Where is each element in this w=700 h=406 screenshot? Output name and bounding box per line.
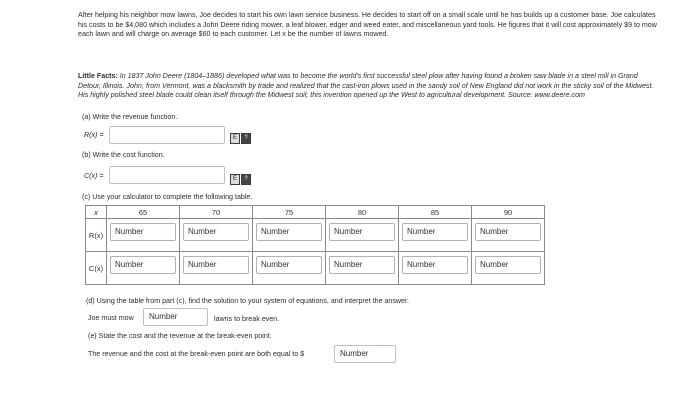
cost-cell-75 [253, 252, 326, 285]
revenue-input-75[interactable]: Number [256, 223, 322, 241]
cost-cell-85 [399, 252, 472, 285]
fun-facts-paragraph [78, 72, 660, 101]
table-row [86, 219, 545, 252]
table-header-row [86, 206, 545, 219]
revenue-row-label: R(x) [86, 219, 107, 252]
revenue-cell-80 [326, 219, 399, 252]
fun-facts-label: Little Facts: [78, 72, 118, 80]
cost-label: C(x) = [84, 172, 104, 180]
x-value-90: 90 [472, 206, 545, 219]
x-value-80: 80 [326, 206, 399, 219]
intro-text: After helping his neighbor mow lawns, Joe decides to start his own lawn service business. He decides to start off on a small scale until he has builds up a customer base. Joe calculates his costs to be $4,080 which includes a John Deere riding mower, a leaf blower, edger and weed eater, and miscellaneous yard tools. He figures that it will cost approximately $9 to mow each lawn and will charge on average $60 to each customer. Let x be the number of lawns mowed. [78, 11, 657, 39]
break-even-sentence: The revenue and the cost at the break-even point are both equal to $ [88, 350, 305, 358]
joe-must-mow-label: Joe must mow [88, 314, 134, 322]
break-even-table [85, 205, 545, 285]
cost-cell-65 [107, 252, 180, 285]
part-e-prompt: (e) State the cost and the revenue at the break-even point. [88, 332, 272, 340]
fun-facts-text: In 1837 John Deere (1804–1886) developed what was to become the world's first successful steel plow after having found a broken saw blade in a steel mill in Grand Detour, Illinois. John, from Vermont, was a blacksmith by trade and realized that the cast-iron plows used in the sandy soil of New England did not work in the sticky soil of the Midwest. His highly polished steel blade could clean itself through the Midwest soil; this invention opened up the West to agricultural development. Source: www.deere.com [78, 72, 654, 100]
revenue-cell-90 [472, 219, 545, 252]
equation-editor-icon[interactable]: E [230, 133, 240, 144]
break-even-amount-placeholder: Number [340, 349, 369, 358]
revenue-input-80[interactable]: Number [329, 223, 395, 241]
cost-input-90[interactable]: Number [475, 256, 541, 274]
revenue-input-90[interactable]: Number [475, 223, 541, 241]
revenue-cell-70 [180, 219, 253, 252]
cost-input-65[interactable]: Number [110, 256, 176, 274]
cost-row-label: C(x) [86, 252, 107, 285]
revenue-input-85[interactable]: Number [402, 223, 468, 241]
revenue-input-70[interactable]: Number [183, 223, 249, 241]
table-row [86, 252, 545, 285]
revenue-label: R(x) = [84, 131, 104, 139]
x-value-65: 65 [107, 206, 180, 219]
part-c-prompt: (c) Use your calculator to complete the following table. [82, 193, 253, 201]
break-even-amount-input[interactable] [334, 345, 396, 363]
cost-function-input[interactable] [109, 166, 225, 184]
cost-cell-80 [326, 252, 399, 285]
revenue-cell-85 [399, 219, 472, 252]
break-even-lawns-input[interactable] [143, 308, 208, 326]
part-d-prompt: (d) Using the table from part (c), find the solution to your system of equations, and interpret the answer. [86, 297, 409, 305]
part-a-prompt: (a) Write the revenue function. [82, 113, 178, 121]
cost-input-85[interactable]: Number [402, 256, 468, 274]
revenue-input-65[interactable]: Number [110, 223, 176, 241]
x-value-85: 85 [399, 206, 472, 219]
cost-cell-70 [180, 252, 253, 285]
cost-input-70[interactable]: Number [183, 256, 249, 274]
revenue-cell-75 [253, 219, 326, 252]
revenue-cell-65 [107, 219, 180, 252]
x-value-75: 75 [253, 206, 326, 219]
part-b-prompt: (b) Write the cost function. [82, 151, 165, 159]
cost-cell-90 [472, 252, 545, 285]
equation-editor-icon[interactable]: E [230, 174, 240, 185]
x-header: x [86, 206, 107, 219]
revenue-function-input[interactable] [109, 126, 225, 144]
x-value-70: 70 [180, 206, 253, 219]
help-icon[interactable]: ? [241, 133, 251, 144]
help-icon[interactable]: ? [241, 174, 251, 185]
lawns-to-break-even-label: lawns to break even. [214, 315, 280, 323]
break-even-lawns-placeholder: Number [149, 312, 178, 321]
cost-input-80[interactable]: Number [329, 256, 395, 274]
cost-input-75[interactable]: Number [256, 256, 322, 274]
intro-paragraph [78, 11, 660, 40]
